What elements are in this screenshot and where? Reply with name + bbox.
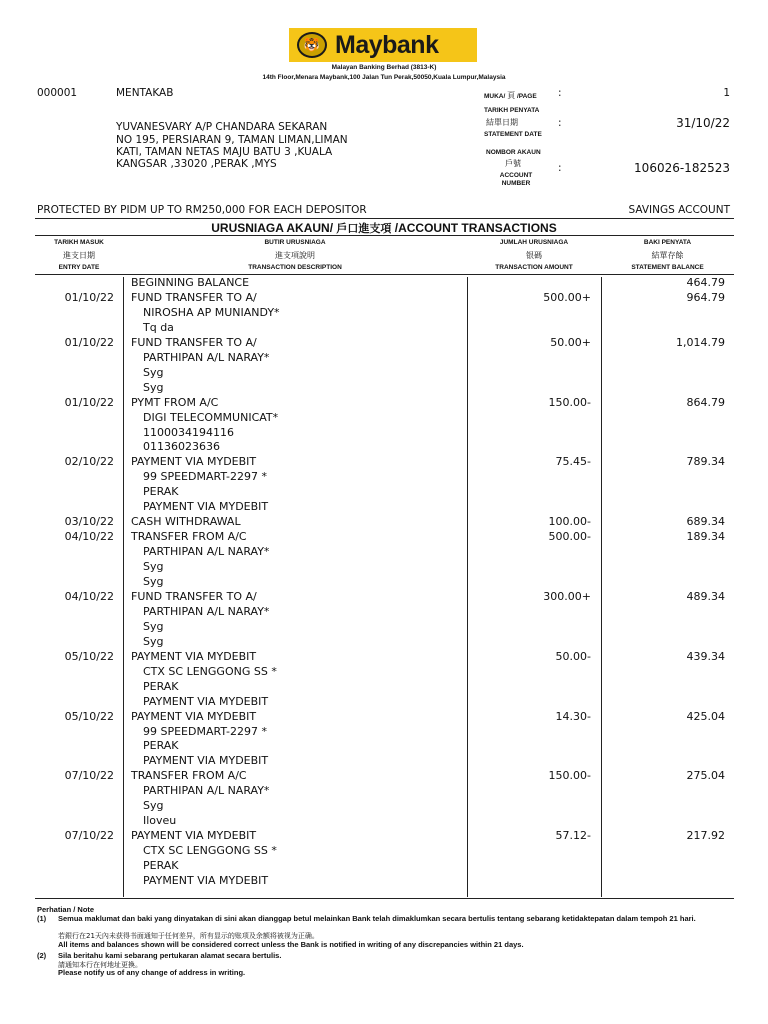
row-balance: 275.04 <box>686 769 725 783</box>
row-balance: 1,014.79 <box>676 335 725 349</box>
row-description: PAYMENT VIA MYDEBIT <box>131 649 257 663</box>
row-date: 05/10/22 <box>64 709 114 723</box>
row-amount: 100.00- <box>548 515 591 529</box>
address-line-2: KATI, TAMAN NETAS MAJU BATU 3 ,KUALA <box>116 146 333 158</box>
table-row <box>0 515 768 530</box>
row-balance: 439.34 <box>686 649 725 663</box>
row-balance: 189.34 <box>686 530 725 544</box>
row-description: Tq da <box>143 320 174 334</box>
row-amount: 75.45- <box>555 455 591 469</box>
table-row <box>0 530 768 545</box>
row-description: PAYMENT VIA MYDEBIT <box>143 874 269 887</box>
table-row <box>0 336 768 351</box>
statement-date-value: 31/10/22 <box>676 116 730 130</box>
statement-date-colon: : <box>558 117 562 129</box>
row-description: PAYMENT VIA MYDEBIT <box>143 694 269 708</box>
divider-title <box>35 235 734 236</box>
row-description: PAYMENT VIA MYDEBIT <box>131 455 257 469</box>
page-colon: : <box>558 87 562 99</box>
row-date: 01/10/22 <box>64 290 114 304</box>
table-row <box>0 620 768 635</box>
table-row <box>0 366 768 381</box>
col-date-cn: 進支日期 <box>63 251 95 260</box>
row-balance: 864.79 <box>686 395 725 409</box>
table-row <box>0 291 768 306</box>
col-balance-en: STATEMENT BALANCE <box>631 264 704 271</box>
note-heading: Perhatian / Note <box>37 905 95 914</box>
table-row <box>0 874 768 889</box>
branch-code: 000001 <box>37 87 78 99</box>
table-row <box>0 470 768 485</box>
table-row <box>0 500 768 515</box>
row-date: 04/10/22 <box>64 589 114 603</box>
table-row <box>0 605 768 620</box>
note-1-en: All items and balances shown will be considered correct unless the Bank is notified in writing of any discrepancies within 21 days. <box>58 940 524 949</box>
table-row <box>0 321 768 336</box>
table-row <box>0 650 768 665</box>
table-row <box>0 859 768 874</box>
table-row <box>0 545 768 560</box>
logo-text: Maybank <box>335 30 439 59</box>
row-date: 05/10/22 <box>64 649 114 663</box>
table-row <box>0 814 768 829</box>
row-description: Syg <box>143 575 164 588</box>
note-2-ms: Sila beritahu kami sebarang pertukaran alamat secara bertulis. <box>58 951 282 960</box>
row-balance: 489.34 <box>686 589 725 603</box>
row-balance: 217.92 <box>686 829 725 843</box>
col-desc-ms: BUTIR URUSNIAGA <box>264 239 326 246</box>
row-balance: 464.79 <box>686 276 725 289</box>
row-description: NIROSHA AP MUNIANDY* <box>143 305 280 319</box>
row-description: PERAK <box>143 485 179 499</box>
note-1-cn: 若銀行在21天內未获得书面通知于任何差异，所有显示的账项及余额将被视为正确。 <box>58 932 319 940</box>
row-description: Syg <box>143 634 164 648</box>
table-row <box>0 560 768 575</box>
note-1-ms: Semua maklumat dan baki yang dinyatakan di sini akan dianggap betul melainkan Bank telah dimaklumkan secara bertulis tentang sebarang ketidaktepatan dalam tempoh 21 hari. <box>58 914 696 923</box>
row-description: CTX SC LENGGONG SS * <box>143 664 277 678</box>
table-row <box>0 381 768 396</box>
row-description: TRANSFER FROM A/C <box>131 769 247 783</box>
note-2-cn: 請通知本行在何地址更換。 <box>58 961 142 969</box>
row-description: PARTHIPAN A/L NARAY* <box>143 604 270 618</box>
account-number: 106026-182523 <box>634 161 730 175</box>
col-balance-ms: BAKI PENYATA <box>643 239 692 246</box>
table-row <box>0 635 768 650</box>
row-description: Iloveu <box>143 814 177 828</box>
account-label-en-1: ACCOUNT <box>499 172 533 179</box>
row-amount: 50.00+ <box>550 335 591 349</box>
branch-name: MENTAKAB <box>116 87 174 99</box>
col-amount-en: TRANSACTION AMOUNT <box>495 264 573 271</box>
table-row <box>0 784 768 799</box>
row-description: PAYMENT VIA MYDEBIT <box>143 500 269 514</box>
table-row <box>0 411 768 426</box>
row-description: FUND TRANSFER TO A/ <box>131 290 257 304</box>
row-balance: 689.34 <box>686 515 725 529</box>
row-description: FUND TRANSFER TO A/ <box>131 589 257 603</box>
row-description: PARTHIPAN A/L NARAY* <box>143 784 270 798</box>
table-row <box>0 754 768 769</box>
divider-header <box>35 274 734 275</box>
col-balance-cn: 結單存餘 <box>651 251 684 260</box>
page-label: MUKA/ 頁 /PAGE <box>484 91 537 100</box>
row-description: DIGI TELECOMMUNICAT* <box>143 410 279 424</box>
table-row <box>0 680 768 695</box>
customer-name: YUVANESVARY A/P CHANDARA SEKARAN <box>116 121 328 133</box>
table-row <box>0 455 768 470</box>
table-row <box>0 575 768 590</box>
row-description: PARTHIPAN A/L NARAY* <box>143 545 270 559</box>
note-2-en: Please notify us of any change of address in writing. <box>58 968 246 977</box>
row-description: 99 SPEEDMART-2297 * <box>143 724 268 738</box>
table-row <box>0 710 768 725</box>
section-title: URUSNIAGA AKAUN/ 戶口進支項 /ACCOUNT TRANSACTIONS <box>211 221 557 235</box>
row-description: PAYMENT VIA MYDEBIT <box>143 754 269 768</box>
tiger-emblem-icon: 🐯 <box>297 32 327 58</box>
note-1-number: (1) <box>37 914 47 923</box>
note-2-number: (2) <box>37 951 47 960</box>
row-balance: 425.04 <box>686 709 725 723</box>
row-description: FUND TRANSFER TO A/ <box>131 335 257 349</box>
row-description: PYMT FROM A/C <box>131 395 219 409</box>
table-row <box>0 485 768 500</box>
page-number: 1 <box>723 87 730 99</box>
row-amount: 14.30- <box>555 709 591 723</box>
row-description: 99 SPEEDMART-2297 * <box>143 470 268 484</box>
row-description: CASH WITHDRAWAL <box>131 515 241 529</box>
table-row <box>0 351 768 366</box>
row-date: 01/10/22 <box>64 335 114 349</box>
address-line-1: NO 195, PERSIARAN 9, TAMAN LIMAN,LIMAN <box>116 134 348 146</box>
row-amount: 500.00- <box>548 530 591 544</box>
statement-date-label-ms: TARIKH PENYATA <box>484 107 540 114</box>
table-row <box>0 829 768 844</box>
row-amount: 500.00+ <box>543 290 591 304</box>
bank-address: 14th Floor,Menara Maybank,100 Jalan Tun Perak,50050,Kuala Lumpur,Malaysia <box>262 74 506 81</box>
pidm-notice: PROTECTED BY PIDM UP TO RM250,000 FOR EACH DEPOSITOR <box>37 204 367 216</box>
row-description: Syg <box>143 799 164 813</box>
maybank-logo <box>289 28 477 62</box>
table-row <box>0 725 768 740</box>
row-description: 1100034194116 <box>143 425 234 439</box>
row-description: CTX SC LENGGONG SS * <box>143 844 277 858</box>
row-amount: 50.00- <box>555 649 591 663</box>
table-row <box>0 739 768 754</box>
row-balance: 964.79 <box>686 290 725 304</box>
statement-date-label-cn: 結單日期 <box>486 118 518 127</box>
col-date-en: ENTRY DATE <box>58 264 100 271</box>
col-desc-cn: 進支項說明 <box>275 251 315 260</box>
row-amount: 57.12- <box>555 829 591 843</box>
table-row <box>0 665 768 680</box>
col-desc-en: TRANSACTION DESCRIPTION <box>248 264 342 271</box>
table-row <box>0 426 768 441</box>
row-description: Syg <box>143 380 164 394</box>
row-date: 07/10/22 <box>64 769 114 783</box>
account-label-ms: NOMBOR AKAUN <box>486 149 541 156</box>
row-description: Syg <box>143 619 164 633</box>
row-date: 07/10/22 <box>64 829 114 843</box>
col-amount-cn: 银碼 <box>526 251 542 260</box>
row-amount: 150.00- <box>548 395 591 409</box>
row-date: 02/10/22 <box>64 455 114 469</box>
row-description: Syg <box>143 365 164 379</box>
row-description: PERAK <box>143 859 179 873</box>
table-row <box>0 799 768 814</box>
statement-date-label-en: STATEMENT DATE <box>484 131 542 138</box>
row-date: 04/10/22 <box>64 530 114 544</box>
col-date-ms: TARIKH MASUK <box>54 239 104 246</box>
table-row <box>0 590 768 605</box>
row-description: PARTHIPAN A/L NARAY* <box>143 350 270 364</box>
account-label-en-2: NUMBER <box>501 180 531 187</box>
col-amount-ms: JUMLAH URUSNIAGA <box>499 239 569 246</box>
table-row <box>0 396 768 411</box>
address-line-3: KANGSAR ,33020 ,PERAK ,MYS <box>116 158 277 170</box>
account-label-cn: 戶號 <box>505 159 521 168</box>
row-description: Syg <box>143 560 164 574</box>
row-description: PERAK <box>143 739 179 753</box>
row-date: 03/10/22 <box>64 515 114 529</box>
table-row <box>0 306 768 321</box>
table-row <box>0 844 768 859</box>
row-amount: 300.00+ <box>543 589 591 603</box>
table-row <box>0 695 768 710</box>
account-type: SAVINGS ACCOUNT <box>628 204 730 216</box>
table-row <box>0 440 768 455</box>
row-description: BEGINNING BALANCE <box>131 276 250 289</box>
table-row <box>0 769 768 784</box>
divider-bottom <box>35 898 734 899</box>
row-description: PAYMENT VIA MYDEBIT <box>131 709 257 723</box>
divider-top <box>35 218 734 219</box>
row-description: TRANSFER FROM A/C <box>131 530 247 544</box>
bank-legal-name: Malayan Banking Berhad (3813-K) <box>331 64 437 71</box>
row-amount: 150.00- <box>548 769 591 783</box>
row-balance: 789.34 <box>686 455 725 469</box>
account-colon: : <box>558 162 562 174</box>
row-description: PERAK <box>143 679 179 693</box>
row-date: 01/10/22 <box>64 395 114 409</box>
row-description: PAYMENT VIA MYDEBIT <box>131 829 257 843</box>
row-description: 01136023636 <box>143 440 220 454</box>
table-row <box>0 276 768 291</box>
